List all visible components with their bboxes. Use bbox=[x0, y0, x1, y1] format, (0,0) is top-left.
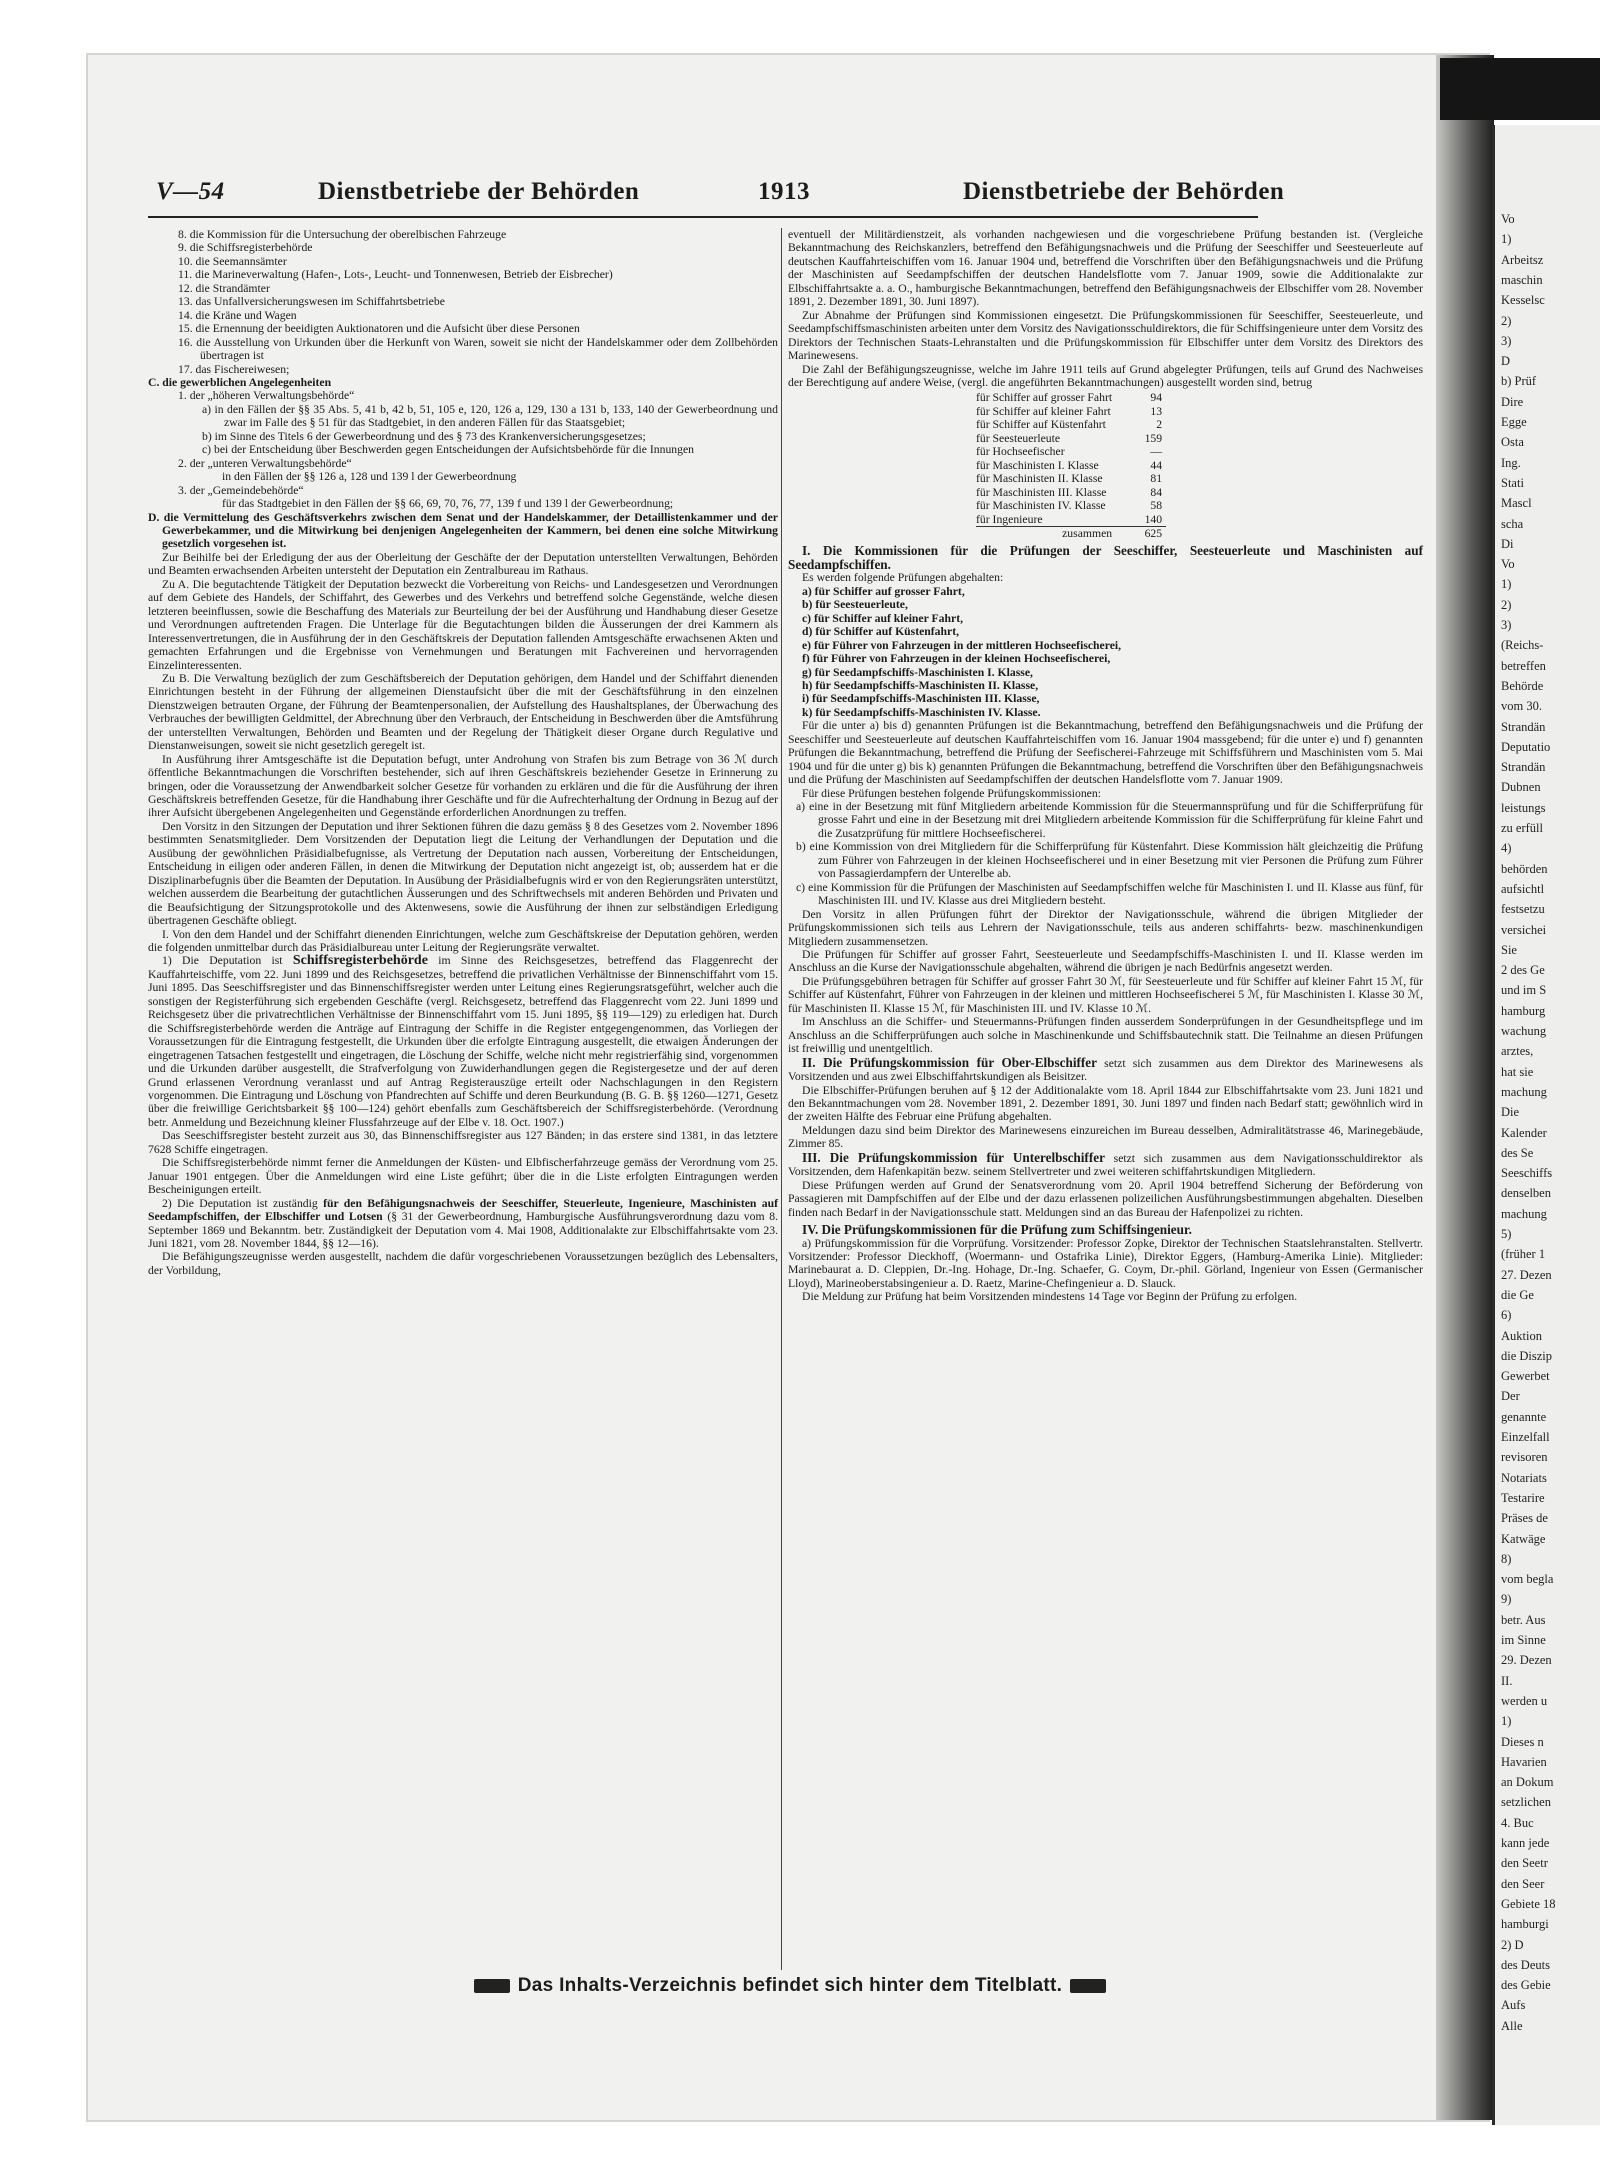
fragment-line: Dieses n bbox=[1501, 1734, 1544, 1749]
fragment-line: behörden bbox=[1501, 861, 1548, 876]
stat-value: — bbox=[1150, 445, 1163, 459]
fragment-line: vom 30. bbox=[1501, 699, 1542, 714]
fragment-line: 1) bbox=[1501, 577, 1512, 592]
table-row bbox=[976, 486, 1166, 499]
paragraph bbox=[788, 1151, 1423, 1179]
fragment-line: Egge bbox=[1501, 415, 1527, 429]
fragment-line: maschin bbox=[1501, 272, 1543, 287]
fragment-line: Di bbox=[1501, 536, 1514, 551]
fragment-line: Havarien bbox=[1501, 1754, 1547, 1769]
fragment-line: Auktion bbox=[1501, 1328, 1542, 1343]
table-row bbox=[976, 459, 1166, 472]
table-row bbox=[976, 432, 1166, 445]
fragment-line: die Diszip bbox=[1501, 1348, 1553, 1363]
fragment-line: werden u bbox=[1501, 1693, 1548, 1708]
list-item: b) im Sinne des Titels 6 der Gewerbeordnung und des § 73 des Krankenversicherungsgesetzes; bbox=[202, 429, 646, 443]
fragment-line: an Dokum bbox=[1501, 1775, 1554, 1790]
fragment-line: und im S bbox=[1501, 983, 1547, 998]
emphasis-befaehigungsnachweis: für den Befähigungsnachweis der Seeschiffer, Steuerleute, Ingenieure, Maschinisten auf Seedampfschiffen, der Elbschiffer und Lotsen bbox=[148, 1196, 778, 1224]
fragment-line: 2) D bbox=[1501, 1937, 1524, 1952]
table-row-total bbox=[976, 526, 1166, 540]
list-item: in den Fällen der §§ 126 a, 128 und 139 l der Gewerbeordnung bbox=[222, 470, 517, 484]
fragment-line: 3) bbox=[1501, 333, 1512, 348]
section-c-heading: C. die gewerblichen Angelegenheiten bbox=[148, 375, 332, 389]
fragment-line: Aufs bbox=[1501, 1998, 1526, 2013]
heading-commission-iii: III. Die Prüfungskommission für Unterelbschiffer bbox=[802, 1149, 1105, 1165]
stat-value: 159 bbox=[1144, 431, 1163, 445]
list-item: 14. die Kräne und Wagen bbox=[178, 308, 297, 322]
table-row bbox=[976, 418, 1166, 431]
paragraph: eventuell der Militärdienstzeit, als vorhanden nachgewiesen und die vorgeschriebene Prüfung bestanden ist. (Vergleiche Bekanntmachung des Reichskanzlers, betreffend den Befähigungsnachweis und die Prüfung der Seeschiffer und Seesteuerleute auf deutschen Kauffahrteischiffen vom 16. Januar 1904 und, betreffend die Vorschriften über den Befähigungsnachweis und die Prüfung der Maschinisten auf Seedampfschiffen der deutschen Handelsflotte vom 7. Januar 1909, sowie die Additionalakte zur Elbschiffahrtsakte a. a. O., hamburgische Bekanntmachungen, betreffend den Befähigungsnachweis der Elbschiffer vom 28. November 1891, 2. Dezember 1891, 30. Juni 1897). bbox=[788, 228, 1423, 309]
stat-value: 13 bbox=[1150, 404, 1163, 418]
text: im Sinne des Reichsgesetzes, betreffend das Flaggenrecht der Kauffahrteischiffe, vom 22. Juni 1899 und des Reichsgesetzes, betreffend die privatlichen Verhältnisse der Binnenschiffahrt vom 15. Juni 1895. Das Seeschiffsregister und das Binnenschiffsregister werden unter Leitung eines Regierungsratsgeführt, welcher auch die sonstigen der Registerführung sich ergebenden Geschäfte (vergl. Reichsgesetz, betreffend das Flaggenrecht vom 22. Juni 1899 und Reichsgesetz über die privatrechtlichen Verhältnisse der Binnenschiffahrt vom 15. Juni 1895, §§ 119—129) zu erledigen hat. Durch die Schiffsregisterbehörde werden die Anträge auf Eintragung der Schiffe in die Register entgegengenommen, das Vorliegen der Voraussetzungen für die Eintragung festgestellt, die Urkunden über die erfolgte Eintragung ausgestellt, die etwaigen Änderungen der eingetragenen Tatsachen festgestellt und eingetragen, die Löschung der Schiffe, welche nicht mehr registrierfähig sind, vorgenommen und die Urkunden darüber ausgestellt, die Strafverfolgung von Zuwiderhandlungen gegen die Registergesetze und der auf deren Grund erlassenen Verordnung veranlasst und auf Antrag Registerauszüge erteilt oder Nachschlagungen in den Registern vorgenommen. Die Eintragung und Löschung von Pfandrechten auf Schiffe und deren Beurkundung (B. G. B. §§ 1260—1271, Gesetz über die freiwillige Gerichtsbarkeit §§ 100—124) gehört ebenfalls zum Geschäftsbereich der Schiffsregisterbehörde. (Verordnung betr. Anmeldung und Bezeichnung kleiner Flussfahrzeuge auf der Elbe v. 18. Oct. 1907.) bbox=[148, 954, 779, 1129]
paragraph: Den Vorsitz in den Sitzungen der Deputation und ihrer Sektionen führen die dazu gemäss § 8 des Gesetzes vom 2. November 1896 bestimmten Senatsmitglieder. Dem Vorsitzenden der Deputation liegt die Leitung der Verhandlungen der Deputation und die Ausübung der gewöhnlichen Präsidialbefugnisse, als Vertretung der Deputation nach aussen, Vorbereitung der Entscheidungen, Entscheidung in eiligen oder anderen Fällen, in denen die Mitwirkung der Deputation nicht angezeigt ist, ob; ausserdem hat er die Disziplinarbefugnis über die Beamten der Deputation. In Ausübung der Präsidialbefugnis wird er von den Regierungsräten unterstützt, welchen ausserdem die Bearbeitung der gutachtlichen Äusserungen und des Schriftwechsels mit anderen Behörden und Privaten und die Beaufsichtigung der Sitzungsprotokolle und des Aktenwesens, sowie die Ausführung der ihnen zur selbständigen Erledigung übertragenen Geschäfte obliegt. bbox=[148, 819, 778, 928]
exam-item: c) für Schiffer auf kleiner Fahrt, bbox=[802, 611, 964, 625]
list-item: 9. die Schiffsregisterbehörde bbox=[178, 241, 313, 255]
paragraph: Zur Abnahme der Prüfungen sind Kommissionen eingesetzt. Die Prüfungskommissionen für Seeschiffer, Seesteuerleute, und Seedampfschiffsmaschinisten arbeiten unter dem Vorsitz des Navigationsschuldirektors, die für Schiffsingenieure unter dem Vorsitz des Direktors der Technischen Staats-Lehranstalten und die Prüfungskommission für Elbschiffer unter dem Vorsitz des Direktors des Marinewesens. bbox=[788, 308, 1423, 363]
paragraph: a) Prüfungskommission für die Vorprüfung. Vorsitzender: Professor Zopke, Direktor der Technischen Staatslehranstalten. Stellvertr. Vorsitzender: Professor Dieckhoff, (Woermann- und Ostafrika Linie), Direktor Eggers, (Hamburg-Amerika Linie). Mitglieder: Marinebaurat a. D. Cleppien, Dr.-Ing. Hohage, Dr.-Ing. Schaefer, G. Coym, Dr.-phil. Görland, Ingenieur von Essen (Germanischer Lloyd), Marineoberstabsingenieur a. D. Raetz, Marine-Chefingenieur a. D. Slauck. bbox=[788, 1236, 1423, 1290]
fragment-line: Katwäge bbox=[1501, 1531, 1546, 1546]
stat-value: 2 bbox=[1156, 418, 1163, 432]
list-item: für das Stadtgebiet in den Fällen der §§ 66, 69, 70, 76, 77, 139 f und 139 l der Gewerbeordnung; bbox=[222, 497, 674, 511]
list-item: 13. das Unfallversicherungswesen im Schiffahrtsbetriebe bbox=[178, 295, 445, 309]
fragment-line: Vo bbox=[1501, 557, 1515, 572]
fragment-line: 27. Dezen bbox=[1501, 1267, 1552, 1282]
exam-item: d) für Schiffer auf Küstenfahrt, bbox=[802, 625, 960, 639]
paragraph: Zu A. Die begutachtende Tätigkeit der Deputation bezweckt die Vorbereitung von Reichs- und Landesgesetzen und Verordnungen auf dem Gebiete des Handels, der Schiffahrt, des Gewerbes und des Verkehrs und betreffend solche Gegenstände, welche diesen letzteren beeinflussen, sowie die Beschaffung des Materials zur Beurteilung der bei der Ausführung und Handhabung dieser Gesetze und Verordnungen auftretenden Fragen. Die Unterlage für die Begutachtungen bilden die Äusserungen der drei Kammern als Interessenvertretungen, die in Ausführung der in den Geschäftskreis der Deputation fallenden Amtsgeschäfte erwachsenen Akten und gemachten Erfahrungen und die Ergebnisse von Vernehmungen und Beratungen mit Fachvereinen und hervorragenden Einzelinteressenten. bbox=[148, 577, 778, 672]
right-column bbox=[788, 228, 1423, 1304]
paragraph: I. Von den dem Handel und der Schiffahrt dienenden Einrichtungen, welche zum Geschäftskreise der Deputation gehören, werden die folgenden unmittelbar durch das Präsidialbureau unter Leitung der Regierungsräte verwaltet. bbox=[148, 927, 778, 955]
paragraph: Die Befähigungszeugnisse werden ausgestellt, nachdem die dafür vorgeschriebenen Voraussetzungen bezüglich des Lebensalters, der Vorbildung, bbox=[148, 1250, 778, 1277]
table-row bbox=[976, 499, 1166, 512]
fragment-line: Dubnen bbox=[1501, 780, 1541, 795]
total-label: zusammen bbox=[976, 526, 1116, 540]
paragraph: Diese Prüfungen werden auf Grund der Senatsverordnung vom 20. April 1904 betreffend Sicherung der Beförderung von Passagieren mit Dampfschiffen auf der Elbe und der dazu erlassenen polizeilichen Ausführungsbestimmungen abgehalten. Dieselben finden nach Bedarf in der Navigationsschule statt. Meldungen sind an das Bureau der Hafenpolizei zu richten. bbox=[788, 1178, 1423, 1219]
text: 2) Die Deputation ist zuständig bbox=[162, 1196, 318, 1210]
fragment-line: kann jede bbox=[1501, 1836, 1550, 1850]
paragraph bbox=[148, 1197, 778, 1251]
fragment-line: Kalender bbox=[1501, 1125, 1547, 1140]
paragraph: Die Prüfungen für Schiffer auf grosser Fahrt, Seesteuerleute und Seedampfschiffs-Maschinisten I. und II. Klasse werden im Anschluss an die Kurse der Navigationsschule abgehalten, während die übrigen je nach Bedürfnis angesetzt werden. bbox=[788, 948, 1423, 975]
fragment-line: 9) bbox=[1501, 1592, 1512, 1607]
fragment-line: Behörde bbox=[1501, 678, 1544, 693]
paragraph: Für diese Prüfungen bestehen folgende Prüfungskommissionen: bbox=[802, 786, 1101, 800]
paragraph: Das Seeschiffsregister besteht zurzeit aus 30, das Binnenschiffsregister aus 127 Bänden; in das erstere sind 1381, in das letztere 7628 Schiffe eingetragen. bbox=[148, 1129, 778, 1156]
fragment-line: betreffen bbox=[1501, 658, 1546, 673]
table-row bbox=[976, 445, 1166, 458]
fragment-line: 1) bbox=[1501, 232, 1512, 247]
footer-text: Das Inhalts-Verzeichnis befindet sich hinter dem Titelblatt. bbox=[517, 1975, 1063, 1996]
exam-item: b) für Seesteuerleute, bbox=[802, 598, 908, 612]
book-gutter bbox=[1436, 55, 1494, 2120]
fragment-line: hamburg bbox=[1501, 1003, 1546, 1018]
next-page-fragment bbox=[1492, 125, 1600, 2125]
fragment-line: im Sinne bbox=[1501, 1633, 1546, 1647]
stat-value: 44 bbox=[1150, 458, 1163, 472]
stat-label: für Schiffer auf grosser Fahrt bbox=[976, 391, 1113, 405]
paragraph: Zu B. Die Verwaltung bezüglich der zum Geschäftsbereich der Deputation gehörigen, dem Handel und der Schiffahrt dienenden Einrichtungen besteht in der Führung der allgemeinen Dienstaufsicht über die mit der Geschäftsführung in den einzelnen Dienstzweigen betrauten Organe, der Führung der Beamtenpersonalien, der Aufstellung des Haushaltsplanes, der Überwachung des Verbrauches der bewilligten Geldmittel, der Abrechnung über den Verbrauch, der Entscheidung in Beschwerden über die Amtsführung der unterstellten Verwaltungen, Behörden und Beamten und der Regelung der Thätigkeit dieser Organe durch Regulative und Dienstanweisungen, soweit sie nicht gesetzlich geregelt ist. bbox=[148, 671, 778, 753]
fragment-line: 2 des Ge bbox=[1501, 963, 1545, 978]
list-item: a) eine in der Besetzung mit fünf Mitgliedern arbeitende Kommission für die Steuermannsprüfung und für die Schifferprüfung für grosse Fahrt und eine in der Besetzung mit drei Mitgliedern arbeitende Kommission für die Schifferprüfung für kleine Fahrt und die Zusatzprüfung für mittlere Hochseefischerei. bbox=[796, 800, 1423, 840]
paragraph: Die Elbschiffer-Prüfungen beruhen auf § 12 der Additionalakte vom 18. April 1844 zur Elbschiffahrtsakte vom 23. Juni 1821 und den Bekanntmachungen vom 28. November 1891, 2. Dezember 1891, 30. Juni 1897 und finden nach Bedarf statt; gewöhnlich wird in der zweiten Hälfte des Februar eine Prüfung abgehalten. bbox=[788, 1083, 1423, 1124]
fragment-line: des Deuts bbox=[1501, 1957, 1550, 1972]
table-row bbox=[976, 513, 1166, 527]
fragment-line: 29. Dezen bbox=[1501, 1653, 1552, 1668]
fragment-line: 6) bbox=[1501, 1308, 1512, 1323]
stat-value: 58 bbox=[1150, 499, 1163, 513]
list-item: b) eine Kommission von drei Mitgliedern für die Schifferprüfung für Küstenfahrt. Diese Kommission hält gleichzeitig die Prüfung zum Führer von Fahrzeugen in der kleinen Hochseefischerei und in einer Besetzung mit vier Personen die Prüfung zum Führer von Passagierdampfern der Unterelbe ab. bbox=[796, 840, 1423, 881]
fragment-line: Testarire bbox=[1501, 1490, 1545, 1505]
fragment-line: Einzelfall bbox=[1501, 1430, 1550, 1444]
table-row bbox=[976, 405, 1166, 418]
stat-label: für Seesteuerleute bbox=[976, 431, 1061, 445]
fragment-line: D bbox=[1501, 354, 1511, 369]
column-divider bbox=[781, 228, 782, 1970]
table-row bbox=[976, 391, 1166, 404]
year: 1913 bbox=[758, 178, 810, 205]
list-item: 2. der „unteren Verwaltungsbehörde“ bbox=[178, 456, 352, 470]
fragment-line: Gewerbet bbox=[1501, 1369, 1550, 1384]
fragment-line: b) Prüf bbox=[1501, 374, 1537, 389]
heading-commission-ii: II. Die Prüfungskommission für Ober-Elbschiffer bbox=[802, 1054, 1097, 1070]
list-item: 1. der „höheren Verwaltungsbehörde“ bbox=[178, 389, 355, 403]
table-row bbox=[976, 472, 1166, 485]
fragment-line: (früher 1 bbox=[1501, 1247, 1546, 1262]
stat-label: für Schiffer auf Küstenfahrt bbox=[976, 418, 1106, 432]
stat-label: für Ingenieure bbox=[976, 512, 1043, 526]
fragment-line: Präses de bbox=[1501, 1511, 1548, 1526]
page-edge-tab bbox=[1440, 58, 1600, 120]
fragment-line: revisoren bbox=[1501, 1450, 1548, 1465]
emphasis-schiffsregisterbehoerde: Schiffsregisterbehörde bbox=[292, 953, 428, 969]
fragment-line: machung bbox=[1501, 1084, 1547, 1099]
list-items-b bbox=[148, 228, 778, 376]
stat-label: für Schiffer auf kleiner Fahrt bbox=[976, 404, 1111, 418]
heading-commission-iv: IV. Die Prüfungskommissionen für die Prüfung zum Schiffsingenieur. bbox=[802, 1222, 1192, 1238]
stat-label: für Maschinisten IV. Klasse bbox=[976, 499, 1106, 513]
paragraph: Im Anschluss an die Schiffer- und Steuermanns-Prüfungen finden ausserdem Sonderprüfungen in der Gesundheitspflege und im Anschluss an die Schifferprüfungen auch solche in Maschinenkunde und Schiffsbautechnik statt. Die Teilnahme an diesen Prüfungen ist freiwillig und unentgeltlich. bbox=[788, 1015, 1423, 1056]
fragment-line: 4. Buc bbox=[1501, 1815, 1534, 1830]
fragment-line: denselben bbox=[1501, 1186, 1551, 1201]
stat-label: für Hochseefischer bbox=[976, 445, 1065, 459]
fragment-line: Sie bbox=[1501, 942, 1517, 957]
page-header bbox=[148, 170, 1285, 218]
stat-value: 94 bbox=[1150, 391, 1163, 405]
total-value: 625 bbox=[1116, 526, 1166, 540]
fragment-line: Die bbox=[1501, 1105, 1520, 1120]
fragment-line: wachung bbox=[1501, 1024, 1547, 1038]
stat-value: 140 bbox=[1144, 512, 1163, 526]
fragment-line: betr. Aus bbox=[1501, 1612, 1546, 1627]
list-item: a) in den Fällen der §§ 35 Abs. 5, 41 b, 42 b, 51, 105 e, 120, 126 a, 129, 130 a 131 b, 133, 140 der Gewerbeordnung und zwar im Falle des § 51 für das Stadtgebiet, in den anderen Fällen für das Staatsgebiet; bbox=[202, 402, 778, 430]
fragment-line: Deputatio bbox=[1501, 739, 1551, 754]
fragment-line: Dire bbox=[1501, 394, 1524, 409]
fragment-line: Mascl bbox=[1501, 496, 1532, 511]
exam-item: i) für Seedampfschiffs-Maschinisten III. Klasse, bbox=[802, 692, 1040, 706]
stat-label: für Maschinisten I. Klasse bbox=[976, 458, 1099, 472]
fragment-line: Seeschiffs bbox=[1501, 1166, 1553, 1181]
list-item: c) bei der Entscheidung über Beschwerden gegen Entscheidungen der Aufsichtsbehörde für die Innungen bbox=[202, 443, 695, 457]
exam-item: e) für Führer von Fahrzeugen in der mittleren Hochseefischerei, bbox=[802, 638, 1122, 652]
pointing-hand-icon bbox=[1070, 1979, 1106, 1993]
exam-item: g) für Seedampfschiffs-Maschinisten I. Klasse, bbox=[802, 665, 1033, 679]
fragment-line: Alle bbox=[1501, 2018, 1523, 2033]
paragraph: Den Vorsitz in allen Prüfungen führt der Direktor der Navigationsschule, während die übrigen Mitglieder der Prüfungskommissionen sich teils aus Lehrern der Navigationsschule, teils aus anderen schiffahrts- bezw. maschinenkundigen Mitgliedern zusammensetzen. bbox=[788, 907, 1423, 948]
stat-value: 81 bbox=[1150, 472, 1163, 486]
fragment-line: 4) bbox=[1501, 841, 1512, 856]
fragment-line: setzlichen bbox=[1501, 1795, 1551, 1810]
fragment-line: aufsichtl bbox=[1501, 881, 1545, 896]
fragment-line: versichei bbox=[1501, 922, 1547, 937]
fragment-line: II. bbox=[1501, 1673, 1513, 1688]
fragment-line: des Se bbox=[1501, 1145, 1534, 1160]
certificate-statistics-table bbox=[976, 391, 1166, 540]
exam-item: f) für Führer von Fahrzeugen in der kleinen Hochseefischerei, bbox=[802, 652, 1111, 666]
list-item: 10. die Seemannsämter bbox=[178, 254, 287, 268]
fragment-line: den Seer bbox=[1501, 1876, 1545, 1891]
paragraph: Die Prüfungsgebühren betragen für Schiffer auf grosser Fahrt 30 ℳ, für Seesteuerleute und für Schiffer auf kleiner Fahrt 15 ℳ, für Schiffer auf Küstenfahrt, Führer von Fahrzeugen in der kleinen und mittleren Hochseefischerei 5 ℳ, für Maschinisten I. Klasse 30 ℳ, für Maschinisten II. Klasse 15 ℳ, für Maschinisten III. und IV. Klasse 10 ℳ. bbox=[788, 974, 1423, 1015]
paragraph: Die Zahl der Befähigungszeugnisse, welche im Jahre 1911 teils auf Grund abgelegter Prüfungen, teils auf Grund des Nachweises der Berechtigung auf andere Weise, (vergl. die angeführten Bekanntmachungen) ausgestellt worden sind, betrug bbox=[788, 362, 1423, 389]
section-d: D. die Vermittelung des Geschäftsverkehrs zwischen dem Senat und der Handelskammer, der Detaillistenkammer und der Gewerbekammer, und die Mitwirkung bei denjenigen Angelegenheiten der Kammern, bei denen eine solche Mitwirkung gesetzlich vorgesehen ist. bbox=[148, 510, 778, 551]
fragment-line: vom begla bbox=[1501, 1572, 1554, 1587]
pointing-hand-icon bbox=[474, 1979, 510, 1993]
paragraph: Für die unter a) bis d) genannten Prüfungen ist die Bekanntmachung, betreffend den Befähigungsnachweis und die Prüfung der Seeschiffer und Seesteuerleute auf deutschen Kauffahrteischiffen vom 16. Januar 1904 massgebend; für die unter e) und f) genannten Prüfungen die Bekanntmachung, betreffend die Prüfung der Seefischerei-Fahrzeuge mit Schiffsführern und Maschinisten vom 5. Mai 1904 und für die unter g) bis k) genannten Prüfungen die Bekanntmachung, betreffend die Vorschriften über den Befähigungsnachweis und die Prüfung der Maschinisten auf Seedampfschiffen der deutschen Handelsflotte vom 7. Januar 1909. bbox=[788, 719, 1423, 787]
fragment-line: Stati bbox=[1501, 475, 1524, 490]
fragment-line: (Reichs- bbox=[1501, 638, 1544, 653]
list-item: 11. die Marineverwaltung (Hafen-, Lots-, Leucht- und Tonnenwesen, Betrieb der Eisbrecher) bbox=[178, 268, 613, 282]
fragment-line: Arbeitsz bbox=[1501, 252, 1544, 267]
fragment-line: festsetzu bbox=[1501, 902, 1545, 917]
fragment-line: hat sie bbox=[1501, 1064, 1534, 1079]
fragment-line: 1) bbox=[1501, 1714, 1512, 1729]
text: setzt sich zusammen aus dem Navigationsschuldirektor als Vorsitzenden, dem Hafenkapitän bezw. seinem Stellvertreter und zwei weiteren schiffahrtskundigen Mitgliedern. bbox=[788, 1151, 1423, 1179]
text: 1) Die Deputation ist bbox=[162, 954, 283, 968]
list-item: 15. die Ernennung der beeidigten Auktionatoren und die Aufsicht über diese Personen bbox=[178, 322, 580, 336]
footer-notice bbox=[340, 1975, 1240, 1997]
list-item: 3. der „Gemeindebehörde“ bbox=[178, 483, 304, 497]
fragment-line: 2) bbox=[1501, 313, 1512, 328]
paragraph: In Ausführung ihrer Amtsgeschäfte ist die Deputation befugt, unter Androhung von Strafen bis zum Betrage von 36 ℳ durch öffentliche Bekanntmachungen die Vorschriften bestehender, sich auf ihren Geschäftskreis beziehender Gesetze in Erinnerung zu bringen, oder die Voraussetzung der Anwendbarkeit solcher Gesetze für vorhanden zu erklären und die für die Ausführung der ihren Geschäftskreis betreffenden Gesetze, für die Handhabung ihrer Geschäfte und für die Aufrechterhaltung der Ordnung in Bezug auf der ihrer Aufsicht übergebenen Angelegenheiten und Gegenstände erforderlichen Anordnungen zu treffen. bbox=[148, 752, 778, 820]
text: setzt sich zusammen aus dem Direktor des Marinewesens als Vorsitzenden und aus zwei Elbschiffahrtskundigen als Beisitzer. bbox=[788, 1056, 1424, 1084]
list-item: c) eine Kommission für die Prüfungen der Maschinisten auf Seedampfschiffen welche für Maschinisten I. und II. Klasse aus fünf, für Maschinisten III. und IV. Klasse aus drei Mitgliedern besteht. bbox=[796, 880, 1423, 908]
fragment-line: Gebiete 18 bbox=[1501, 1896, 1556, 1911]
list-item: 17. das Fischereiwesen; bbox=[178, 362, 290, 376]
exam-item: k) für Seedampfschiffs-Maschinisten IV. Klasse. bbox=[802, 705, 1041, 719]
fragment-line: den Seetr bbox=[1501, 1856, 1548, 1871]
heading-commission-i: I. Die Kommissionen für die Prüfungen der Seeschiffer, Seesteuerleute und Maschinisten auf Seedampfschiffen. bbox=[788, 543, 1423, 572]
fragment-line: 8) bbox=[1501, 1551, 1512, 1566]
paragraph: Es werden folgende Prüfungen abgehalten: bbox=[802, 571, 1004, 585]
exam-item: a) für Schiffer auf grosser Fahrt, bbox=[802, 584, 965, 598]
fragment-line: des Gebie bbox=[1501, 1978, 1551, 1993]
fragment-line: Strandän bbox=[1501, 760, 1546, 775]
fragment-line: Der bbox=[1501, 1389, 1520, 1404]
fragment-line: leistungs bbox=[1501, 800, 1546, 815]
fragment-line: Strandän bbox=[1501, 719, 1546, 734]
stat-label: für Maschinisten II. Klasse bbox=[976, 472, 1103, 486]
text: (§ 31 der Gewerbeordnung, Hamburgische Ausführungsverordnung dazu vom 8. September 1869 und Bekanntm. betr. Zuständigkeit der Deputation vom 4. Mai 1908, Additionalakte zur Elbschiffahrtsakte vom 23. Juni 1821, vom 28. November 1844, §§ 12—16). bbox=[148, 1210, 778, 1250]
running-title-right: Dienstbetriebe der Behörden bbox=[963, 178, 1285, 205]
fragment-line: scha bbox=[1501, 516, 1524, 531]
fragment-line: Notariats bbox=[1501, 1470, 1547, 1485]
fragment-line: machung bbox=[1501, 1206, 1547, 1221]
list-item: 12. die Strandämter bbox=[178, 281, 270, 295]
fragment-line: Osta bbox=[1501, 435, 1524, 450]
paragraph: Zur Beihilfe bei der Erledigung der aus der Oberleitung der Geschäfte der der Deputation unterstellten Verwaltungen, Behörden und Beamten erwachsenden Arbeiten untersteht der Deputation ein Zentralbureau im Rathaus. bbox=[148, 550, 778, 578]
fragment-line: 3) bbox=[1501, 618, 1512, 632]
fragment-line: Kesselsc bbox=[1501, 293, 1545, 308]
fragment-line: 5) bbox=[1501, 1227, 1512, 1241]
exam-item: h) für Seedampfschiffs-Maschinisten II. Klasse, bbox=[802, 678, 1039, 692]
stat-value: 84 bbox=[1150, 485, 1163, 499]
paragraph bbox=[148, 954, 778, 1129]
fragment-line: Ing. bbox=[1501, 455, 1521, 470]
list-item: 16. die Ausstellung von Urkunden über die Herkunft von Waren, soweit sie nicht der Handelskammer oder dem Zollbehörden übertragen ist bbox=[178, 335, 778, 363]
exam-list bbox=[788, 585, 1423, 720]
fragment-line: hamburgi bbox=[1501, 1917, 1549, 1932]
stat-label: für Maschinisten III. Klasse bbox=[976, 485, 1107, 499]
fragment-line: die Ge bbox=[1501, 1287, 1534, 1302]
paragraph: Meldungen dazu sind beim Direktor des Marinewesens einzureichen im Bureau desselben, Admiralitätstrasse 46, Marinegebäude, Zimmer 85. bbox=[788, 1123, 1423, 1151]
page-reference: V—54 bbox=[156, 178, 225, 205]
paragraph bbox=[788, 1056, 1423, 1084]
paragraph: Die Schiffsregisterbehörde nimmt ferner die Anmeldungen der Küsten- und Elbfischerfahrzeuge gemäss der Verordnung vom 25. Januar 1901 entgegen. Über die Anmeldungen wird eine Liste geführt; über die in die Liste erfolgten Eintragungen werden Bescheinigungen erteilt. bbox=[148, 1156, 778, 1197]
running-title-left: Dienstbetriebe der Behörden bbox=[318, 178, 640, 205]
fragment-line: 2) bbox=[1501, 597, 1512, 612]
left-column bbox=[148, 228, 778, 1277]
list-item: 8. die Kommission für die Untersuchung der oberelbischen Fahrzeuge bbox=[178, 228, 507, 241]
fragment-line: genannte bbox=[1501, 1409, 1547, 1424]
paragraph: Die Meldung zur Prüfung hat beim Vorsitzenden mindestens 14 Tage vor Beginn der Prüfung zu erfolgen. bbox=[802, 1290, 1298, 1304]
fragment-line: Vo bbox=[1501, 212, 1515, 226]
fragment-line: zu erfüll bbox=[1501, 821, 1543, 835]
fragment-line: arztes, bbox=[1501, 1044, 1534, 1059]
